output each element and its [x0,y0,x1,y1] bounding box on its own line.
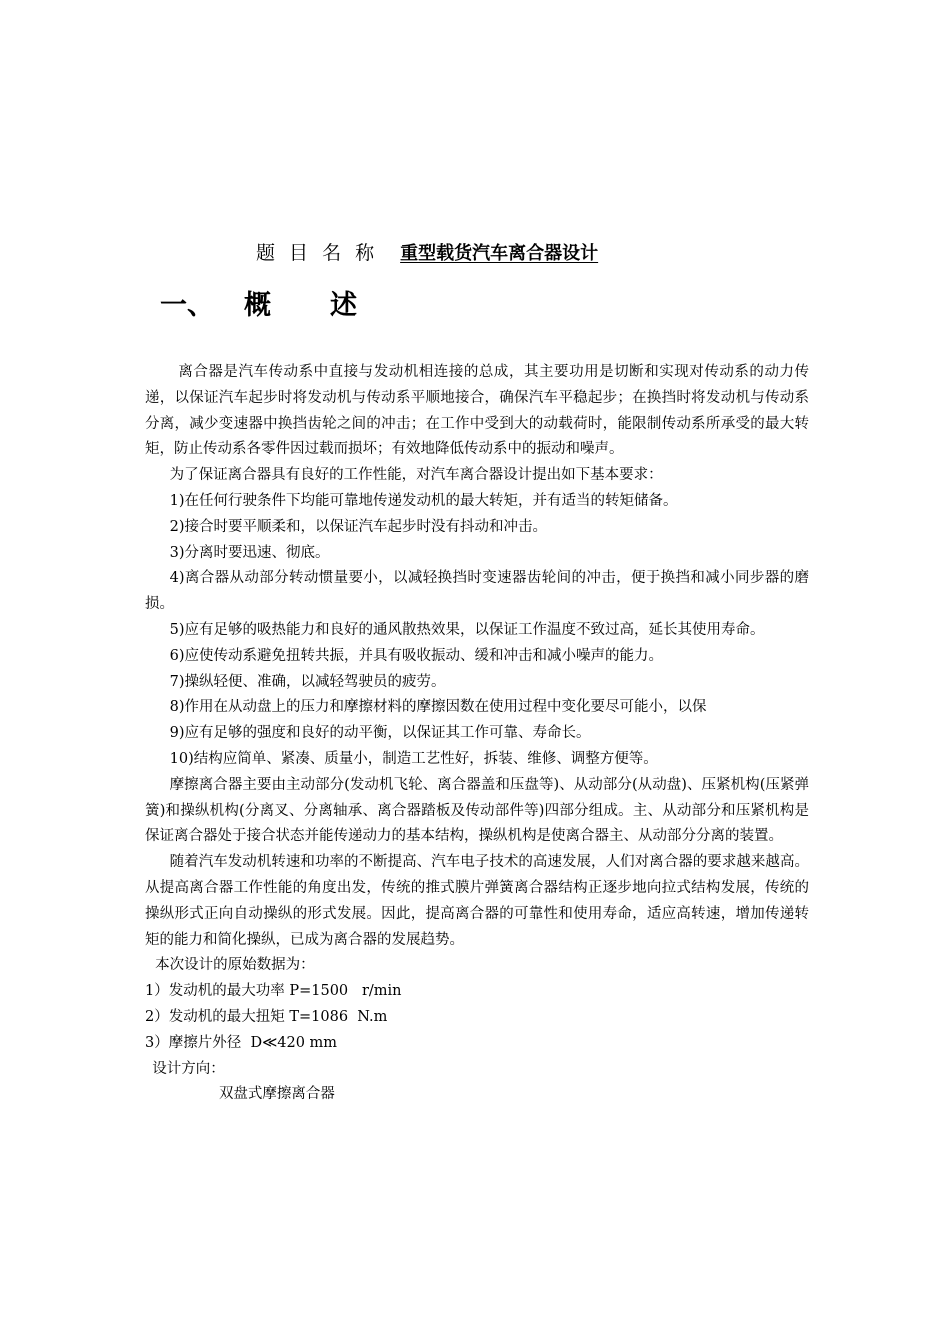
design-data-intro: 本次设计的原始数据为： [155,957,315,974]
topic-title-value: 重型载货汽车离合器设计 [400,243,599,264]
section-heading-char-1: 概 [244,290,271,321]
requirement-item-2: 2)接合时要平顺柔和，以保证汽车起步时没有抖动和冲击。 [169,518,548,535]
section-heading-char-2: 述 [330,290,357,321]
requirement-item-10: 10)结构应简单、紧凑、质量小，制造工艺性好，拆装、维修、调整方便等。 [169,750,658,767]
section-heading-number: 一、 [160,290,214,321]
design-direction-value: 双盘式摩擦离合器 [218,1086,335,1103]
paragraph-intro: 离合器是汽车传动系中直接与发动机相连接的总成，其主要功用是切断和实现对传动系的动力传递，以保证汽车起步时将发动机与传动系平顺地接合，确保汽车平稳起步；在换挡时将发动机与传动系分离，减少变速器中换挡齿轮之间的冲击；在工作中受到大的动载荷时，能限制传动系所承受的最大转矩，防止传动系各零件因过载而损坏；有效地降低传动系中的振动和噪声。 [145,364,809,458]
topic-title-line [256,240,614,267]
requirement-item-1: 1)在任何行驶条件下均能可靠地传递发动机的最大转矩，并有适当的转矩储备。 [169,492,678,509]
design-data-item-1: 1）发动机的最大功率 P=1500 r/min [145,983,402,1000]
paragraph-requirements-intro: 为了保证离合器具有良好的工作性能，对汽车离合器设计提出如下基本要求： [169,467,663,484]
requirement-item-6: 6)应使传动系避免扭转共振，并具有吸收振动、缓和冲击和减小噪声的能力。 [169,647,664,664]
design-data-item-3: 3）摩擦片外径 D≪420 mm [145,1034,338,1051]
paragraph-structure: 摩擦离合器主要由主动部分(发动机飞轮、离合器盖和压盘等)、从动部分(从动盘)、压紧机构(压紧弹簧)和操纵机构(分离叉、分离轴承、离合器踏板及传动部件等)四部分组成。主、从动部分和压紧机构是保证离合器处于接合状态并能传递动力的基本结构，操纵机构是使离合器主、从动部分分离的装置。 [145,776,809,845]
section-heading [160,286,357,326]
requirement-item-3: 3)分离时要迅速、彻底。 [169,544,330,561]
design-direction-label: 设计方向： [152,1060,225,1077]
requirement-item-8: 8)作用在从动盘上的压力和摩擦材料的摩擦因数在使用过程中变化要尽可能小，以保 [169,699,707,716]
paragraph-trends: 随着汽车发动机转速和功率的不断提高、汽车电子技术的高速发展，人们对离合器的要求越来越高。从提高离合器工作性能的角度出发，传统的推式膜片弹簧离合器结构正逐步地向拉式结构发展，传统的操纵形式正向自动操纵的形式发展。因此，提高离合器的可靠性和使用寿命，适应高转速，增加传递转矩的能力和简化操纵，已成为离合器的发展趋势。 [145,854,809,948]
requirement-item-4: 4)离合器从动部分转动惯量要小，以减轻换挡时变速器齿轮间的冲击，便于换挡和减小同步器的磨损。 [145,570,809,613]
requirement-item-7: 7)操纵轻便、准确，以减轻驾驶员的疲劳。 [169,673,446,690]
design-data-item-2: 2）发动机的最大扭矩 T=1086 N.m [145,1008,388,1025]
requirement-item-9: 9)应有足够的强度和良好的动平衡，以保证其工作可靠、寿命长。 [169,725,591,742]
requirement-item-5: 5)应有足够的吸热能力和良好的通风散热效果，以保证工作温度不致过高，延长其使用寿命。 [169,621,765,638]
topic-title-label: 题 目 名 称 [256,242,379,264]
body-text [145,360,809,1108]
